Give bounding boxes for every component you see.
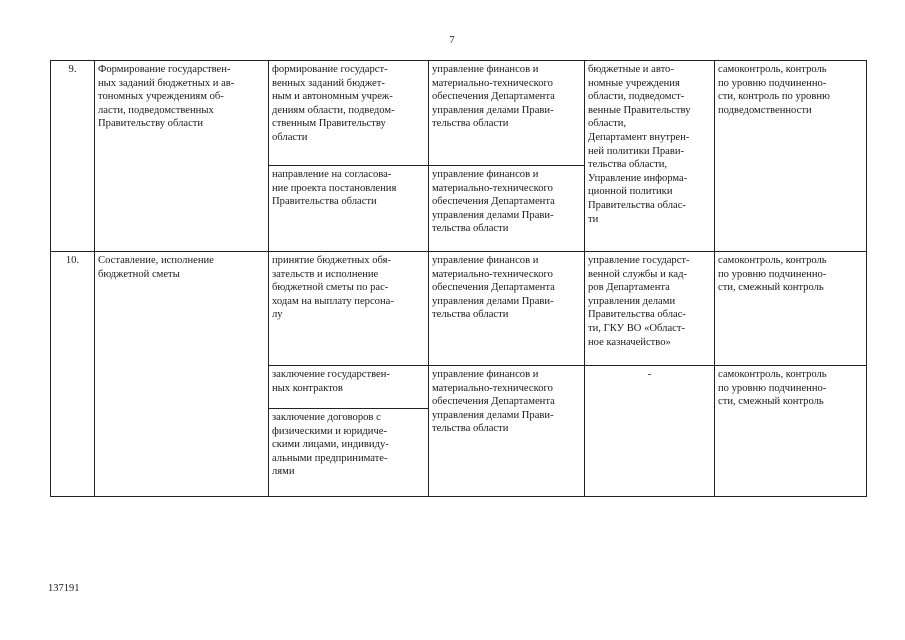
row-number: 9. bbox=[51, 61, 95, 252]
participants: - bbox=[585, 366, 715, 497]
process-name: Формирование государствен- ных заданий бюджетных и ав- тономных учреждениям об- ласти, подведомственных Правительству области bbox=[95, 61, 269, 252]
table-row bbox=[51, 61, 867, 166]
participants: управление государст- венной службы и кад- ров Департамента управления делами Правительства облас- ти, ГКУ ВО «Област- ное казначейство» bbox=[585, 252, 715, 366]
responsible-unit: управление финансов и материально-технического обеспечения Департамента управления делами Прави- тельства области bbox=[429, 61, 585, 166]
process-table bbox=[50, 60, 867, 497]
document-id: 137191 bbox=[48, 583, 80, 594]
page-number: 7 bbox=[449, 34, 455, 46]
process-name: Составление, исполнение бюджетной сметы bbox=[95, 252, 269, 497]
control-type: самоконтроль, контроль по уровню подчиненно- сти, контроль по уровню подведомственности bbox=[715, 61, 867, 252]
operation: заключение договоров с физическими и юридиче- скими лицами, индивиду- альными предпринимате- лями bbox=[269, 409, 429, 497]
table-row bbox=[51, 252, 867, 366]
participants: бюджетные и авто- номные учреждения области, подведомст- венные Правительству области, Департамент внутрен- ней политики Прави- тельства области, Управление информа- ционной политики Правительства облас- ти bbox=[585, 61, 715, 252]
operation: заключение государствен- ных контрактов bbox=[269, 366, 429, 409]
operation: формирование государст- венных заданий бюджет- ным и автономным учреж- дениям области, подведом- ственным Правительству области bbox=[269, 61, 429, 166]
operation: принятие бюджетных обя- зательств и исполнение бюджетной сметы по рас- ходам на выплату персона- лу bbox=[269, 252, 429, 366]
responsible-unit: управление финансов и материально-технического обеспечения Департамента управления делами Прави- тельства области bbox=[429, 366, 585, 497]
control-type: самоконтроль, контроль по уровню подчиненно- сти, смежный контроль bbox=[715, 252, 867, 366]
responsible-unit: управление финансов и материально-технического обеспечения Департамента управления делами Прави- тельства области bbox=[429, 252, 585, 366]
row-number: 10. bbox=[51, 252, 95, 497]
responsible-unit: управление финансов и материально-технического обеспечения Департамента управления делами Прави- тельства области bbox=[429, 166, 585, 252]
operation: направление на согласова- ние проекта постановления Правительства области bbox=[269, 166, 429, 252]
control-type: самоконтроль, контроль по уровню подчиненно- сти, смежный контроль bbox=[715, 366, 867, 497]
